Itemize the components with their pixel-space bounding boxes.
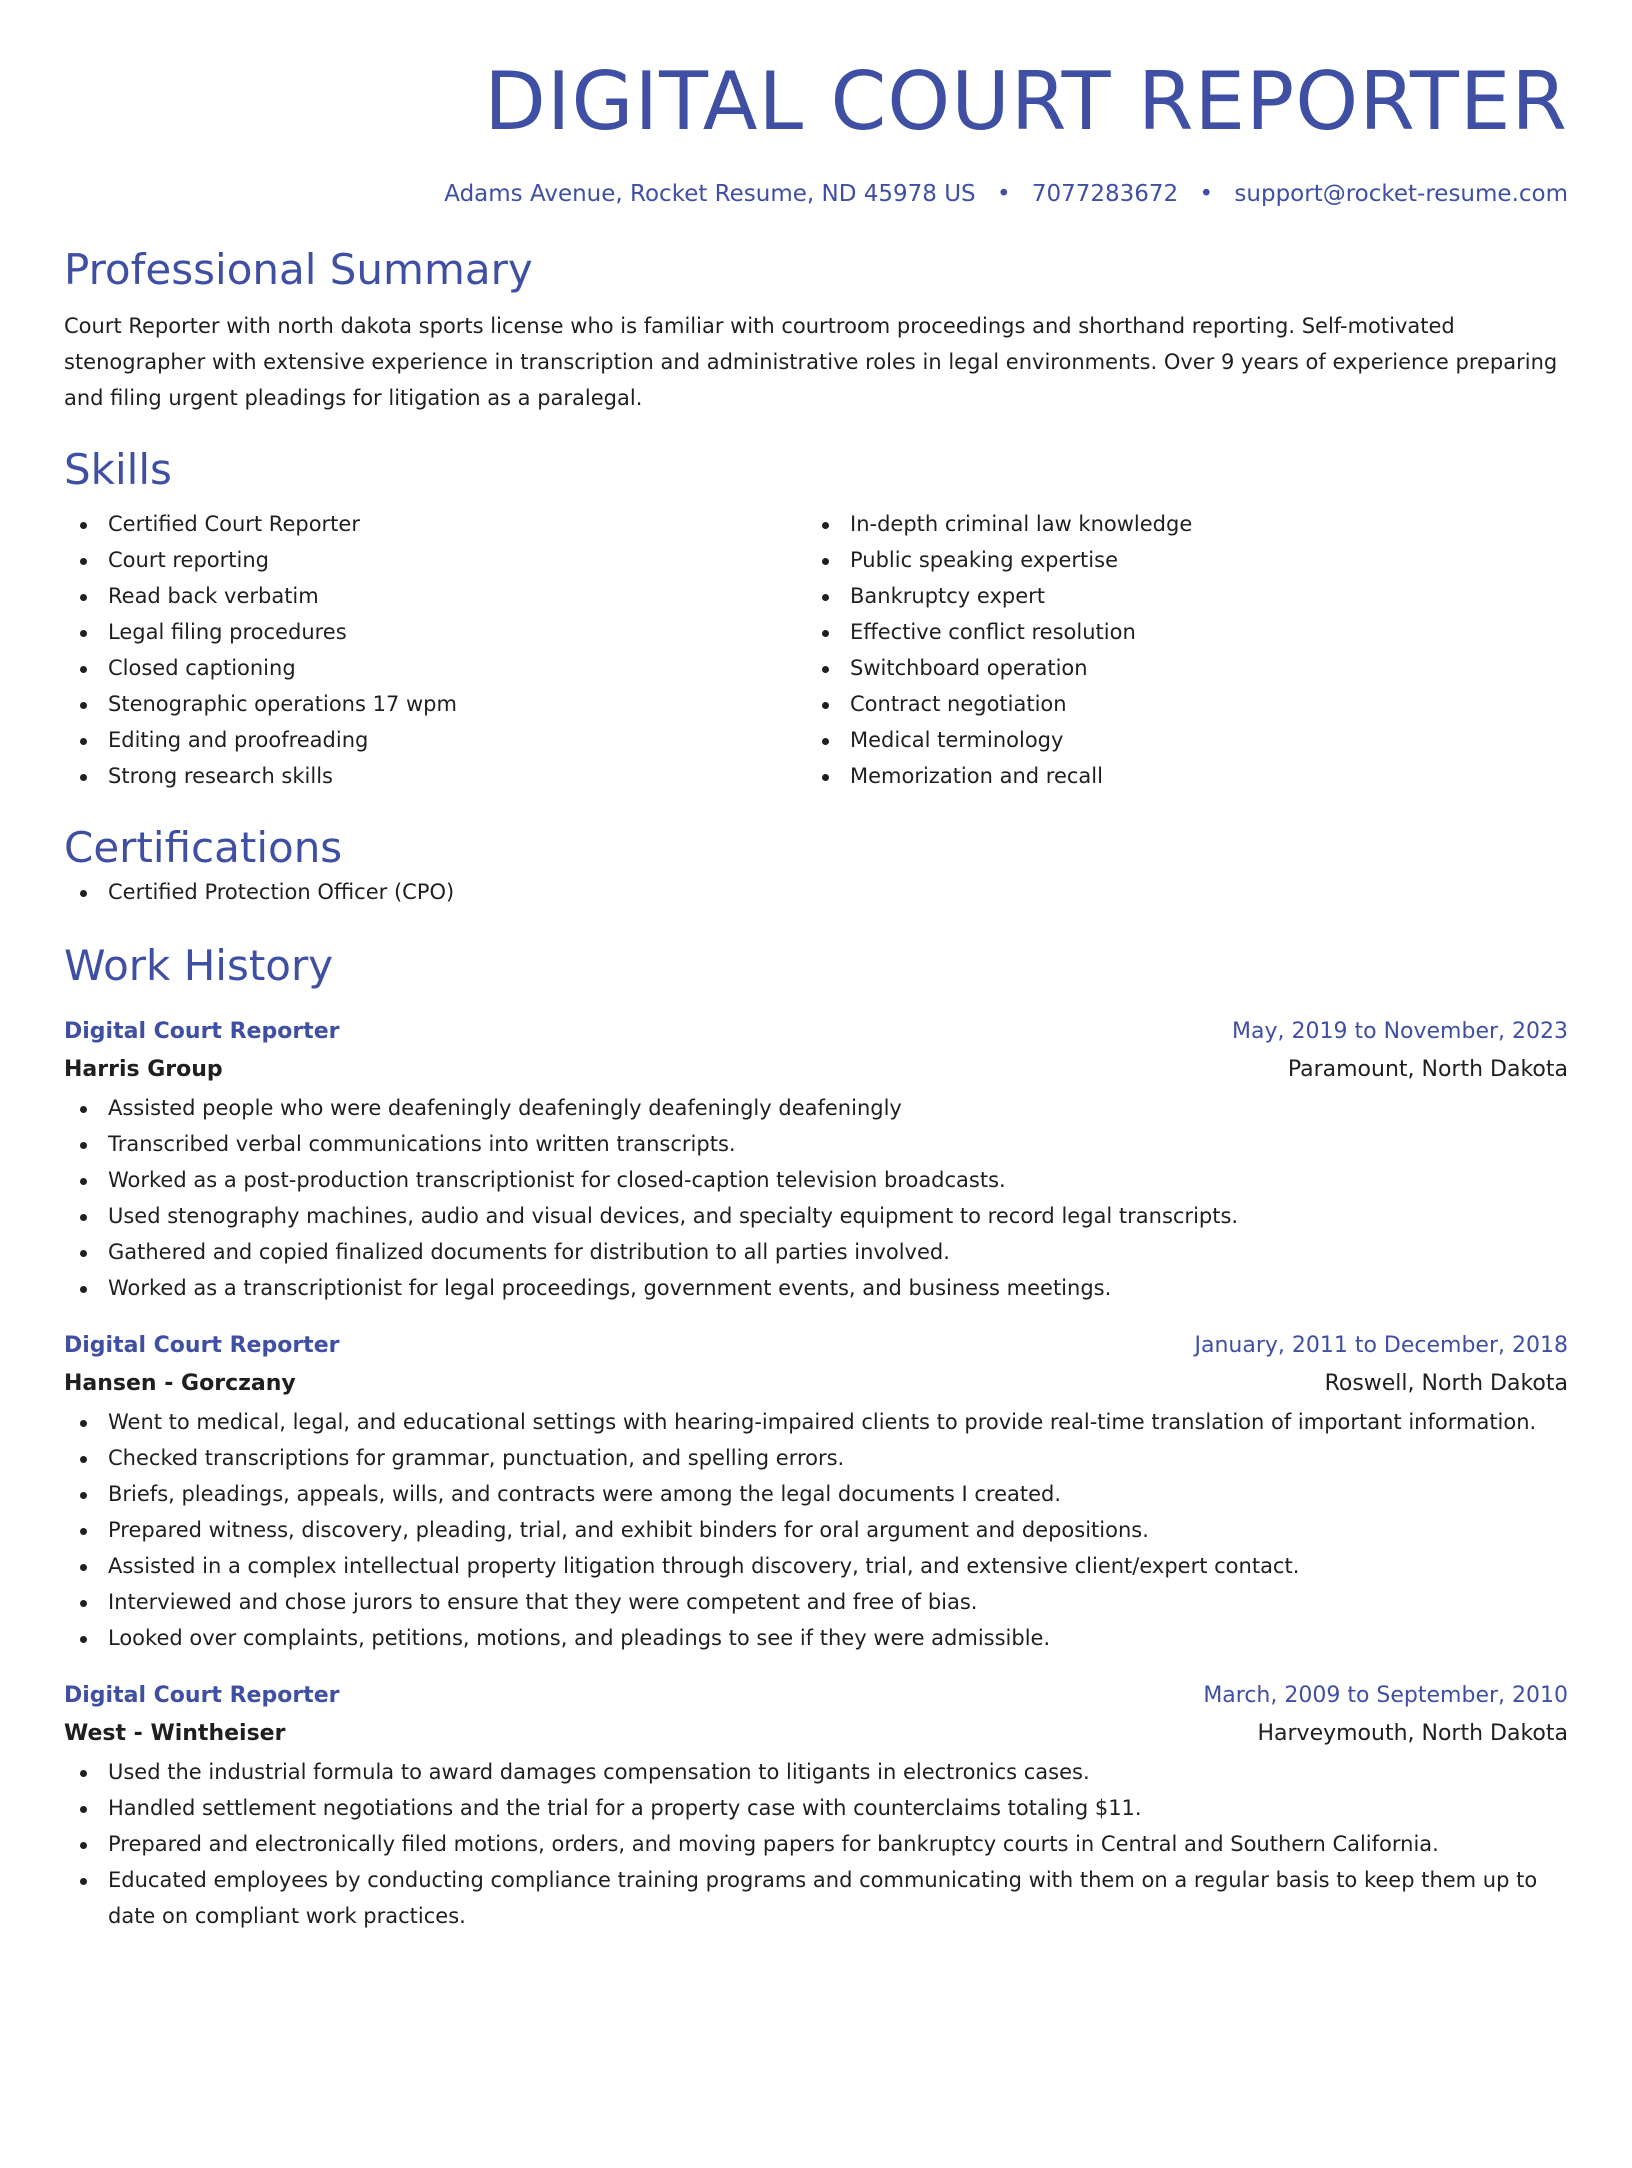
job-company: Harris Group: [64, 1057, 223, 1082]
skill-item: In-depth criminal law knowledge: [806, 506, 1548, 542]
skills-grid: [64, 506, 1568, 794]
job-duty: Looked over complaints, petitions, motions, and pleadings to see if they were admissible.: [64, 1620, 1568, 1656]
job-role: Digital Court Reporter: [64, 1019, 340, 1044]
job-employer-row: [64, 1364, 1568, 1404]
job-entry: [64, 1328, 1568, 1656]
skills-column-right: [806, 506, 1548, 794]
job-duty: Went to medical, legal, and educational settings with hearing-impaired clients to provide real-time translation of important information.: [64, 1404, 1568, 1440]
job-duty: Transcribed verbal communications into written transcripts.: [64, 1126, 1568, 1162]
certifications-heading: Certifications: [64, 823, 343, 872]
job-duty: Used stenography machines, audio and visual devices, and specialty equipment to record legal transcripts.: [64, 1198, 1568, 1234]
job-duty: Gathered and copied finalized documents for distribution to all parties involved.: [64, 1234, 1568, 1270]
summary-text: Court Reporter with north dakota sports license who is familiar with courtroom proceedings and shorthand reporting. Self-motivated stenographer with extensive experience in transcription and administrative roles in legal environments. Over 9 years of experience preparing and filing urgent pleadings for litigation as a paralegal.: [64, 314, 1558, 410]
job-duties-list: [64, 1090, 1568, 1306]
skill-item: Contract negotiation: [806, 686, 1548, 722]
job-duty: Prepared and electronically filed motions, orders, and moving papers for bankruptcy courts in Central and Southern California.: [64, 1826, 1568, 1862]
job-duty: Assisted in a complex intellectual property litigation through discovery, trial, and extensive client/expert contact.: [64, 1548, 1568, 1584]
contact-separator: •: [1199, 181, 1214, 207]
contact-separator: •: [996, 181, 1011, 207]
job-company: Hansen - Gorczany: [64, 1371, 296, 1396]
skill-item: Read back verbatim: [64, 578, 806, 614]
job-duty: Educated employees by conducting compliance training programs and communicating with them on a regular basis to keep them up to date on compliant work practices.: [64, 1862, 1568, 1934]
skill-item: Court reporting: [64, 542, 806, 578]
job-duty: Handled settlement negotiations and the trial for a property case with counterclaims totaling $11.: [64, 1790, 1568, 1826]
skill-item: Certified Court Reporter: [64, 506, 806, 542]
certification-item: Certified Protection Officer (CPO): [64, 874, 1568, 910]
job-duty: Worked as a transcriptionist for legal proceedings, government events, and business meetings.: [64, 1270, 1568, 1306]
skill-item: Effective conflict resolution: [806, 614, 1548, 650]
job-duty: Checked transcriptions for grammar, punctuation, and spelling errors.: [64, 1440, 1568, 1476]
job-duties-list: [64, 1754, 1568, 1934]
job-employer-row: [64, 1050, 1568, 1090]
contact-email: support@rocket-resume.com: [1234, 181, 1568, 207]
job-role: Digital Court Reporter: [64, 1333, 340, 1358]
job-dates: January, 2011 to December, 2018: [1194, 1333, 1568, 1358]
contact-phone: 7077283672: [1031, 181, 1179, 207]
job-role: Digital Court Reporter: [64, 1683, 340, 1708]
skill-item: Switchboard operation: [806, 650, 1548, 686]
contact-address: Adams Avenue, Rocket Resume, ND 45978 US: [444, 181, 976, 207]
job-dates: May, 2019 to November, 2023: [1232, 1019, 1568, 1044]
job-duty: Assisted people who were deafeningly deafeningly deafeningly deafeningly: [64, 1090, 1568, 1126]
job-location: Paramount, North Dakota: [1287, 1057, 1568, 1082]
certifications-list: [64, 874, 1568, 910]
work-history-heading: Work History: [64, 941, 334, 990]
job-duties-list: [64, 1404, 1568, 1656]
skill-item: Legal filing procedures: [64, 614, 806, 650]
job-header-row: [64, 1014, 1568, 1050]
job-employer-row: [64, 1714, 1568, 1754]
job-duty: Briefs, pleadings, appeals, wills, and contracts were among the legal documents I created.: [64, 1476, 1568, 1512]
skills-column-left: [64, 506, 806, 794]
resume-page: [0, 56, 1632, 2168]
skill-item: Strong research skills: [64, 758, 806, 794]
job-header-row: [64, 1678, 1568, 1714]
job-company: West - Wintheiser: [64, 1721, 286, 1746]
job-duty: Interviewed and chose jurors to ensure that they were competent and free of bias.: [64, 1584, 1568, 1620]
skills-list-right: [806, 506, 1548, 794]
skills-list-left: [64, 506, 806, 794]
resume-title: DIGITAL COURT REPORTER: [484, 55, 1568, 148]
skill-item: Closed captioning: [64, 650, 806, 686]
skill-item: Public speaking expertise: [806, 542, 1548, 578]
skill-item: Stenographic operations 17 wpm: [64, 686, 806, 722]
job-dates: March, 2009 to September, 2010: [1203, 1683, 1568, 1708]
job-entry: [64, 1678, 1568, 1934]
skills-heading: Skills: [64, 445, 172, 494]
job-location: Roswell, North Dakota: [1324, 1371, 1568, 1396]
summary-heading: Professional Summary: [64, 245, 533, 294]
skill-item: Memorization and recall: [806, 758, 1548, 794]
job-location: Harveymouth, North Dakota: [1257, 1721, 1568, 1746]
contact-line: [64, 178, 1568, 210]
job-duty: Used the industrial formula to award damages compensation to litigants in electronics cases.: [64, 1754, 1568, 1790]
job-header-row: [64, 1328, 1568, 1364]
skill-item: Medical terminology: [806, 722, 1548, 758]
job-duty: Prepared witness, discovery, pleading, trial, and exhibit binders for oral argument and depositions.: [64, 1512, 1568, 1548]
skill-item: Editing and proofreading: [64, 722, 806, 758]
job-duty: Worked as a post-production transcriptionist for closed-caption television broadcasts.: [64, 1162, 1568, 1198]
skill-item: Bankruptcy expert: [806, 578, 1548, 614]
job-entry: [64, 1014, 1568, 1306]
